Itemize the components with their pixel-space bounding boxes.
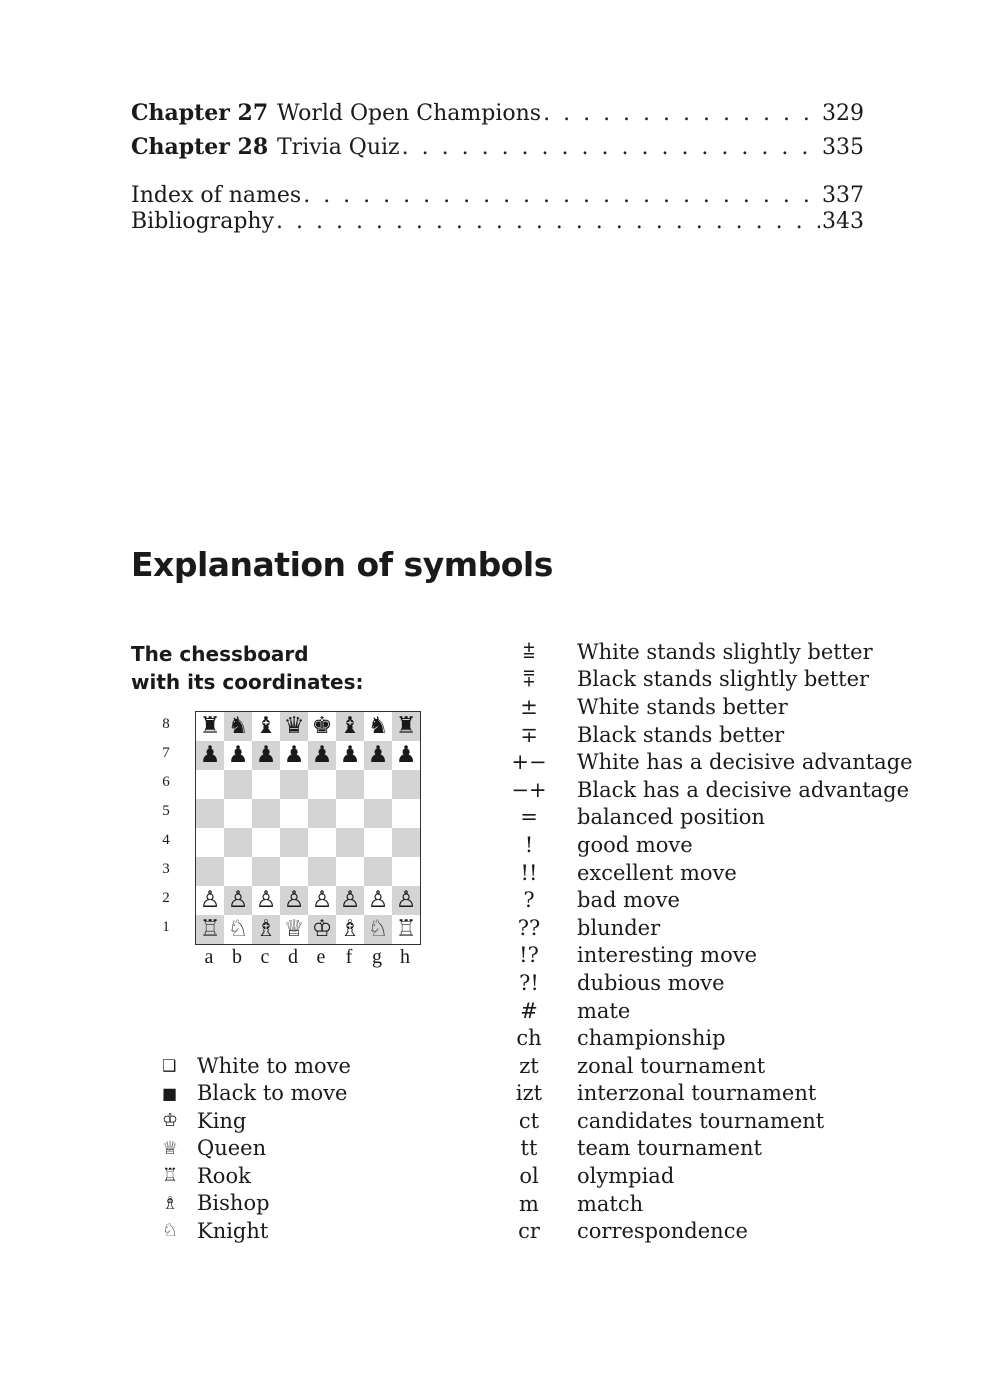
symbol-item xyxy=(505,1107,913,1135)
legend-item xyxy=(162,1080,351,1108)
symbol-description: zonal tournament xyxy=(577,1053,766,1078)
board-square xyxy=(224,741,252,770)
page-title: Explanation of symbols xyxy=(131,545,553,584)
symbol: !! xyxy=(520,860,538,885)
chess-piece-icon: ♖ xyxy=(199,916,221,942)
symbol-item xyxy=(505,1024,913,1052)
file-label: e xyxy=(316,946,326,968)
board-square xyxy=(364,857,392,886)
legend-item xyxy=(162,1190,351,1218)
chess-piece-icon: ♟ xyxy=(395,742,417,768)
board-square xyxy=(196,770,224,799)
chess-piece-icon: ♘ xyxy=(367,916,389,942)
page-number: 329 xyxy=(822,101,864,126)
board-square xyxy=(336,741,364,770)
board-square xyxy=(364,770,392,799)
legend-label: Queen xyxy=(197,1136,267,1161)
knight-icon: ♘ xyxy=(162,1220,179,1242)
file-label: g xyxy=(372,946,382,968)
dot-leader xyxy=(276,209,820,235)
file-label: b xyxy=(232,946,242,968)
board-square xyxy=(252,857,280,886)
board-title-line: with its coordinates: xyxy=(131,670,364,694)
chess-piece-icon: ♟ xyxy=(311,742,333,768)
toc-entry[interactable] xyxy=(131,134,864,161)
symbol-item xyxy=(505,997,913,1025)
symbol-description: good move xyxy=(577,832,693,857)
board-square xyxy=(308,857,336,886)
board-square xyxy=(308,770,336,799)
legend-label: Knight xyxy=(197,1218,269,1243)
legend-item xyxy=(162,1217,351,1245)
rank-label: 3 xyxy=(162,861,170,877)
page-number: 335 xyxy=(822,135,864,160)
chess-piece-icon: ♙ xyxy=(339,887,361,913)
board-square xyxy=(224,828,252,857)
chess-piece-icon: ♝ xyxy=(339,713,361,739)
chess-piece-icon: ♗ xyxy=(339,916,361,942)
board-square xyxy=(196,886,224,915)
legend-label: Black to move xyxy=(197,1081,348,1106)
board-square xyxy=(196,828,224,857)
file-label: f xyxy=(345,946,353,968)
symbol: ct xyxy=(518,1108,540,1133)
board-square xyxy=(336,770,364,799)
board-square xyxy=(280,741,308,770)
board-square xyxy=(392,770,420,799)
symbol-item xyxy=(505,1052,913,1080)
symbol: zt xyxy=(519,1053,539,1078)
board-square xyxy=(224,712,252,741)
symbol-item xyxy=(505,859,913,887)
board-square xyxy=(336,712,364,741)
chess-piece-icon: ♟ xyxy=(339,742,361,768)
chess-piece-icon: ♞ xyxy=(227,713,249,739)
legend-item xyxy=(162,1162,351,1190)
queen-icon: ♕ xyxy=(162,1137,179,1159)
board-square xyxy=(196,741,224,770)
chess-piece-icon: ♙ xyxy=(283,887,305,913)
symbol-item xyxy=(505,831,913,859)
chess-piece-icon: ♘ xyxy=(227,916,249,942)
symbol-item xyxy=(505,666,913,694)
chess-piece-icon: ♙ xyxy=(255,887,277,913)
symbol: ⩲ xyxy=(522,639,536,664)
symbol: !? xyxy=(519,943,539,968)
symbol: ∓ xyxy=(520,722,538,747)
board-square xyxy=(364,741,392,770)
symbol: izt xyxy=(515,1081,543,1106)
dot-leader xyxy=(402,135,820,161)
board-square xyxy=(252,799,280,828)
symbol-description: championship xyxy=(577,1026,726,1051)
chess-piece-icon: ♚ xyxy=(311,713,333,739)
board-square xyxy=(308,799,336,828)
symbol-item xyxy=(505,1080,913,1108)
board-square xyxy=(364,799,392,828)
toc-extras xyxy=(131,183,864,235)
chess-piece-icon: ♙ xyxy=(227,887,249,913)
rook-icon: ♖ xyxy=(162,1165,179,1187)
king-icon: ♔ xyxy=(162,1110,179,1132)
symbol-list xyxy=(505,638,913,1245)
symbol-item xyxy=(505,776,913,804)
symbol-item xyxy=(505,1135,913,1163)
symbol-description: match xyxy=(577,1191,644,1216)
symbol-description: Black has a decisive advantage xyxy=(577,777,910,802)
toc-chapters xyxy=(131,100,864,161)
chess-piece-icon: ♛ xyxy=(283,713,305,739)
chess-piece-icon: ♗ xyxy=(255,916,277,942)
board-square xyxy=(336,799,364,828)
symbol-description: bad move xyxy=(577,888,680,913)
board-square xyxy=(336,886,364,915)
symbol-description: Black stands better xyxy=(577,722,785,747)
bishop-icon: ♗ xyxy=(162,1192,179,1214)
board-square xyxy=(364,712,392,741)
rank-label: 6 xyxy=(162,774,170,790)
symbol: tt xyxy=(520,1136,538,1161)
toc-entry[interactable] xyxy=(131,183,864,209)
symbol-description: White stands better xyxy=(577,694,788,719)
board-square xyxy=(308,828,336,857)
symbol: cr xyxy=(518,1219,540,1244)
symbol: ± xyxy=(520,694,538,719)
symbol: ! xyxy=(524,832,534,857)
chess-piece-icon: ♟ xyxy=(367,742,389,768)
chess-piece-icon: ♜ xyxy=(199,713,221,739)
board-square xyxy=(224,799,252,828)
board-square xyxy=(392,799,420,828)
chess-piece-icon: ♜ xyxy=(395,713,417,739)
board-square xyxy=(308,886,336,915)
board-square xyxy=(392,915,420,944)
symbol-description: blunder xyxy=(577,915,661,940)
board-square xyxy=(392,857,420,886)
chess-piece-icon: ♕ xyxy=(283,916,305,942)
chapter-label: Chapter 28 xyxy=(131,134,269,160)
rank-label: 7 xyxy=(162,745,170,761)
symbol-description: interzonal tournament xyxy=(577,1081,817,1106)
board-square xyxy=(280,712,308,741)
board-square xyxy=(252,770,280,799)
legend-item xyxy=(162,1135,351,1163)
board-square xyxy=(224,770,252,799)
chess-piece-icon: ♙ xyxy=(367,887,389,913)
chess-piece-icon: ♟ xyxy=(255,742,277,768)
board-square xyxy=(280,857,308,886)
symbol-description: mate xyxy=(577,998,631,1023)
board-square xyxy=(392,741,420,770)
symbol-description: correspondence xyxy=(577,1219,748,1244)
symbol: +− xyxy=(511,750,547,775)
symbol-description: candidates tournament xyxy=(577,1108,825,1133)
legend-item xyxy=(162,1107,351,1135)
board-square xyxy=(392,886,420,915)
file-label: c xyxy=(260,946,270,968)
file-label: h xyxy=(400,946,410,968)
symbol-description: olympiad xyxy=(577,1164,675,1189)
symbol: ⩱ xyxy=(522,666,536,691)
rank-label: 5 xyxy=(162,803,170,819)
chess-piece-icon: ♙ xyxy=(199,887,221,913)
chapter-title: Trivia Quiz xyxy=(277,135,400,160)
symbol-item xyxy=(505,748,913,776)
chess-piece-icon: ♙ xyxy=(311,887,333,913)
chess-piece-icon: ♔ xyxy=(311,916,333,942)
piece-legend xyxy=(162,1052,351,1245)
symbol-item xyxy=(505,914,913,942)
board-square xyxy=(308,712,336,741)
chess-piece-icon: ♖ xyxy=(395,916,417,942)
symbol-item xyxy=(505,721,913,749)
board-square xyxy=(196,915,224,944)
symbol-item xyxy=(505,638,913,666)
rank-label: 1 xyxy=(162,919,170,935)
legend-label: King xyxy=(197,1108,247,1133)
board-square xyxy=(252,712,280,741)
board-square xyxy=(336,828,364,857)
chessboard xyxy=(195,711,421,945)
rank-label: 8 xyxy=(162,716,170,732)
board-square xyxy=(336,857,364,886)
board-square xyxy=(252,915,280,944)
board-square xyxy=(196,799,224,828)
symbol-item xyxy=(505,1162,913,1190)
file-label: a xyxy=(204,946,214,968)
black-square-icon: ■ xyxy=(162,1083,178,1103)
symbol-description: team tournament xyxy=(577,1136,762,1161)
entry-title: Index of names xyxy=(131,183,302,208)
symbol: −+ xyxy=(511,777,547,802)
symbol: ch xyxy=(516,1026,542,1051)
board-square xyxy=(308,915,336,944)
legend-label: Rook xyxy=(197,1163,251,1188)
board-square xyxy=(224,857,252,886)
chess-piece-icon: ♟ xyxy=(283,742,305,768)
symbol: ?! xyxy=(519,970,539,995)
symbol-description: White has a decisive advantage xyxy=(577,750,913,775)
symbol: ? xyxy=(523,888,535,913)
symbol-description: interesting move xyxy=(577,943,757,968)
legend-label: Bishop xyxy=(197,1191,270,1216)
symbol-item xyxy=(505,1190,913,1218)
legend-item xyxy=(162,1052,351,1080)
board-title-line: The chessboard xyxy=(131,642,309,666)
chapter-title: World Open Champions xyxy=(277,101,542,126)
board-square xyxy=(364,886,392,915)
dot-leader xyxy=(543,101,820,127)
symbol-description: Black stands slightly better xyxy=(577,667,870,692)
file-label: d xyxy=(288,946,298,968)
symbol: # xyxy=(520,998,538,1023)
symbol-description: balanced position xyxy=(577,805,765,830)
symbol-item xyxy=(505,1217,913,1245)
board-square xyxy=(280,828,308,857)
symbol: ?? xyxy=(517,915,541,940)
board-square xyxy=(280,915,308,944)
board-square xyxy=(196,712,224,741)
dot-leader xyxy=(303,183,820,209)
symbol-description: dubious move xyxy=(577,970,725,995)
chapter-label: Chapter 27 xyxy=(131,100,269,126)
board-square xyxy=(364,915,392,944)
page-number: 343 xyxy=(822,209,864,234)
chess-piece-icon: ♙ xyxy=(395,887,417,913)
board-square xyxy=(224,915,252,944)
legend-label: White to move xyxy=(197,1053,351,1078)
rank-label: 4 xyxy=(162,832,170,848)
board-square xyxy=(252,828,280,857)
board-square xyxy=(252,741,280,770)
symbol-item xyxy=(505,886,913,914)
board-title xyxy=(131,640,364,696)
board-square xyxy=(392,828,420,857)
board-square xyxy=(280,799,308,828)
toc-entry[interactable] xyxy=(131,209,864,235)
symbol: ol xyxy=(519,1164,539,1189)
board-square xyxy=(252,886,280,915)
symbol-item xyxy=(505,693,913,721)
symbol-description: excellent move xyxy=(577,860,737,885)
board-square xyxy=(280,770,308,799)
rank-label: 2 xyxy=(162,890,170,906)
symbol: m xyxy=(519,1191,539,1216)
board-square xyxy=(280,886,308,915)
board-square xyxy=(196,857,224,886)
entry-title: Bibliography xyxy=(131,209,274,234)
chess-piece-icon: ♟ xyxy=(199,742,221,768)
symbol-item xyxy=(505,942,913,970)
board-square xyxy=(224,886,252,915)
board-square xyxy=(336,915,364,944)
board-square xyxy=(364,828,392,857)
board-square xyxy=(392,712,420,741)
white-square-icon: ❑ xyxy=(162,1056,177,1076)
symbol-description: White stands slightly better xyxy=(577,639,873,664)
symbol-item xyxy=(505,969,913,997)
board-square xyxy=(308,741,336,770)
toc-entry[interactable] xyxy=(131,100,864,127)
page-number: 337 xyxy=(822,183,864,208)
chess-piece-icon: ♞ xyxy=(367,713,389,739)
chess-piece-icon: ♟ xyxy=(227,742,249,768)
symbol: = xyxy=(520,805,538,830)
chess-piece-icon: ♝ xyxy=(255,713,277,739)
symbol-item xyxy=(505,804,913,832)
